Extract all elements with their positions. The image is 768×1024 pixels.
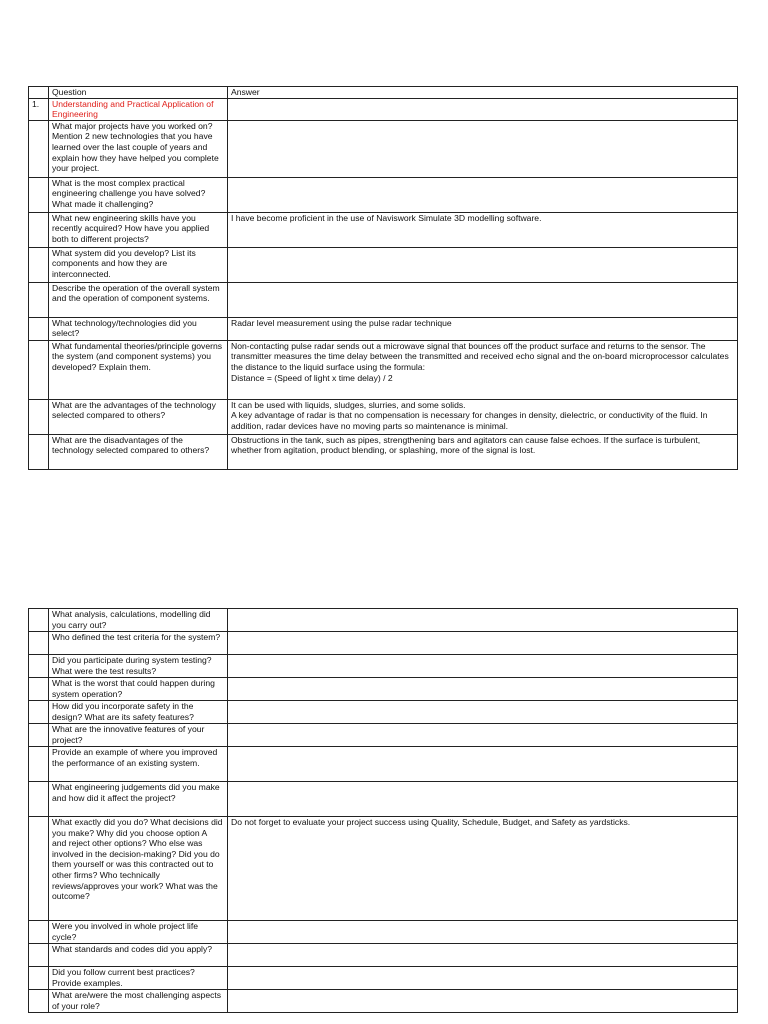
answer-cell [228, 177, 738, 212]
table-row [29, 212, 738, 247]
answer-cell [228, 632, 738, 655]
question-cell: Did you follow current best practices? Provide examples. [49, 967, 228, 990]
table-row [29, 282, 738, 317]
table-row [29, 990, 738, 1013]
table-row [29, 177, 738, 212]
answer-cell [228, 655, 738, 678]
section-answer-cell [228, 98, 738, 120]
answer-cell: Non-contacting pulse radar sends out a microwave signal that bounces off the product surface and returns to the sensor. The transmitter measures the time delay between the transmitted and received echo signal and the on-board microprocessor calculates the distance to the liquid surface using the formula: Distance = (Speed of light x time delay) / 2 [228, 340, 738, 399]
section-number: 1. [29, 98, 49, 120]
section-row [29, 98, 738, 120]
answer-cell: Obstructions in the tank, such as pipes, strengthening bars and agitators can cause false echoes. If the surface is turbulent, whether from agitation, product blending, or splashing, more of the signal is lost. [228, 434, 738, 469]
qa-table-1 [28, 86, 738, 470]
question-cell: What system did you develop? List its components and how they are interconnected. [49, 247, 228, 282]
answer-cell [228, 609, 738, 632]
answer-cell [228, 724, 738, 747]
table-row [29, 817, 738, 921]
question-cell: What are the advantages of the technology selected compared to others? [49, 399, 228, 434]
answer-cell [228, 944, 738, 967]
question-cell: What exactly did you do? What decisions did you make? Why did you choose option A and reject other options? Who else was involved in the decision-making? Did you do them yourself or was this contracted out to other firms? Who technically reviews/approves your work? What was the outcome? [49, 817, 228, 921]
section-title: Understanding and Practical Application of Engineering [49, 98, 228, 120]
table-row [29, 340, 738, 399]
answer-cell [228, 282, 738, 317]
question-cell: What fundamental theories/principle governs the system (and component systems) you developed? Explain them. [49, 340, 228, 399]
table-row [29, 655, 738, 678]
question-cell: What is the worst that could happen during system operation? [49, 678, 228, 701]
answer-cell: Radar level measurement using the pulse radar technique [228, 317, 738, 340]
answer-cell [228, 782, 738, 817]
answer-cell [228, 120, 738, 177]
table-row [29, 434, 738, 469]
question-cell: What standards and codes did you apply? [49, 944, 228, 967]
question-cell: What engineering judgements did you make and how did it affect the project? [49, 782, 228, 817]
answer-cell: I have become proficient in the use of Naviswork Simulate 3D modelling software. [228, 212, 738, 247]
table-row [29, 317, 738, 340]
header-question-cell: Question [49, 87, 228, 99]
table-row [29, 782, 738, 817]
table-row [29, 632, 738, 655]
table-row [29, 724, 738, 747]
question-cell: What are/were the most challenging aspects of your role? [49, 990, 228, 1013]
answer-cell [228, 921, 738, 944]
answer-cell: It can be used with liquids, sludges, slurries, and some solids. A key advantage of radar is that no compensation is necessary for changes in density, dielectric, or conductivity of the fluid. In addition, radar devices have no moving parts so maintenance is minimal. [228, 399, 738, 434]
answer-cell [228, 747, 738, 782]
question-cell: What are the disadvantages of the technology selected compared to others? [49, 434, 228, 469]
question-cell: What are the innovative features of your project? [49, 724, 228, 747]
table-row [29, 609, 738, 632]
table-row [29, 120, 738, 177]
header-answer-cell: Answer [228, 87, 738, 99]
question-cell: How did you incorporate safety in the design? What are its safety features? [49, 701, 228, 724]
header-number-cell [29, 87, 49, 99]
question-cell: Were you involved in whole project life cycle? [49, 921, 228, 944]
answer-cell [228, 678, 738, 701]
question-cell: Did you participate during system testing? What were the test results? [49, 655, 228, 678]
question-cell: What new engineering skills have you recently acquired? How have you applied both to different projects? [49, 212, 228, 247]
table-row [29, 967, 738, 990]
table-row [29, 747, 738, 782]
qa-table-2 [28, 608, 738, 1013]
question-cell: What is the most complex practical engineering challenge you have solved? What made it challenging? [49, 177, 228, 212]
question-cell: Who defined the test criteria for the system? [49, 632, 228, 655]
question-cell: Describe the operation of the overall system and the operation of component systems. [49, 282, 228, 317]
answer-cell [228, 701, 738, 724]
table-header-row [29, 87, 738, 99]
table-row [29, 701, 738, 724]
table-row [29, 944, 738, 967]
table-row [29, 247, 738, 282]
answer-cell [228, 990, 738, 1013]
table-row [29, 921, 738, 944]
answer-cell: Do not forget to evaluate your project success using Quality, Schedule, Budget, and Safety as yardsticks. [228, 817, 738, 921]
question-cell: Provide an example of where you improved the performance of an existing system. [49, 747, 228, 782]
answer-cell [228, 967, 738, 990]
table-row [29, 678, 738, 701]
answer-cell [228, 247, 738, 282]
question-cell: What technology/technologies did you select? [49, 317, 228, 340]
question-cell: What analysis, calculations, modelling did you carry out? [49, 609, 228, 632]
table-row [29, 399, 738, 434]
question-cell: What major projects have you worked on? Mention 2 new technologies that you have learned over the last couple of years and explain how they have helped you complete your project. [49, 120, 228, 177]
